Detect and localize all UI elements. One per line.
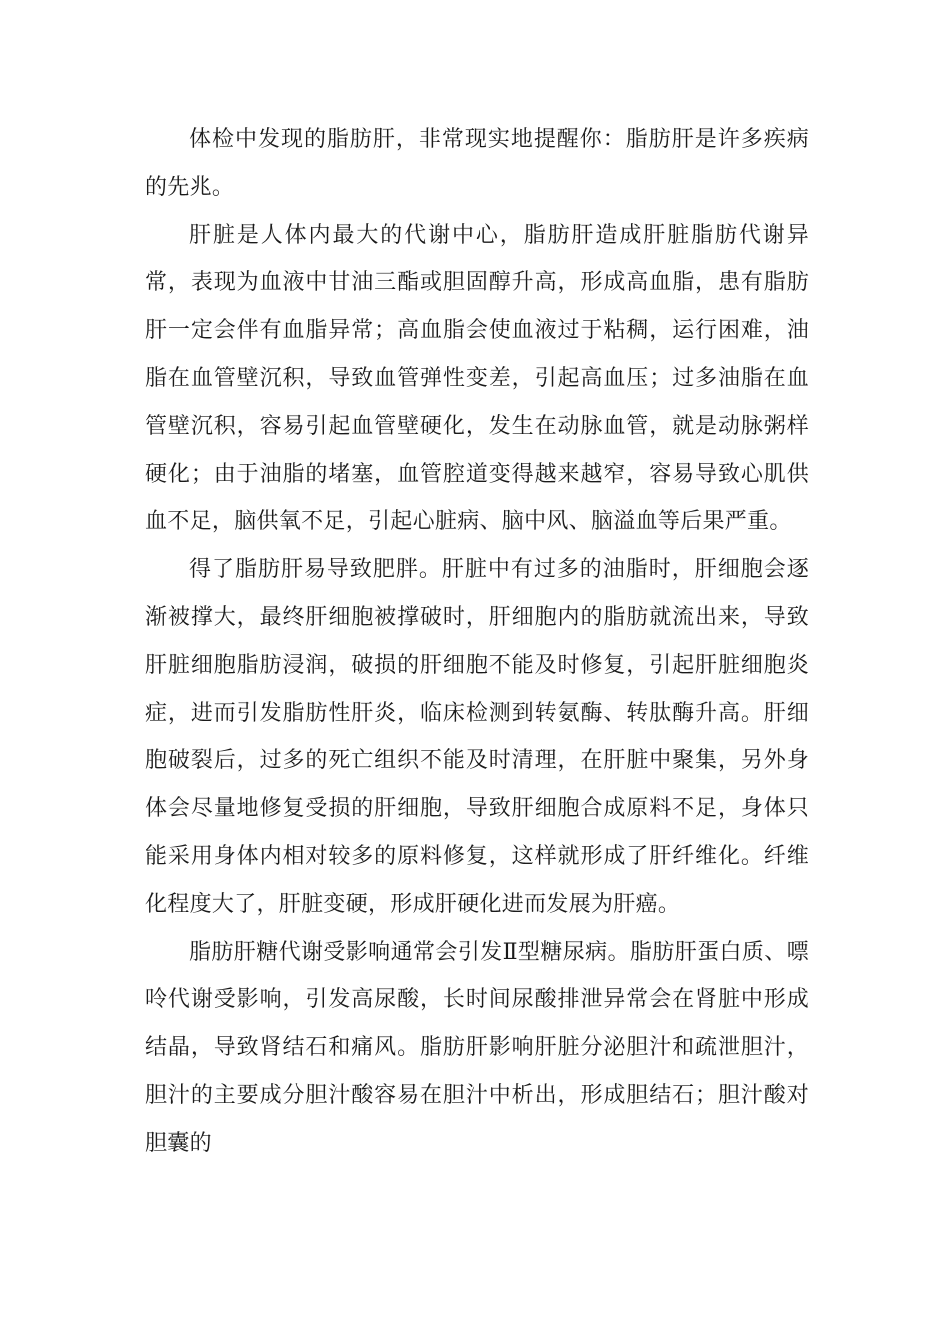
paragraph-2: 肝脏是人体内最大的代谢中心，脂肪肝造成肝脏脂肪代谢异常，表现为血液中甘油三酯或胆固醇升高，形成高血脂，患有脂肪肝一定会伴有血脂异常；高血脂会使血液过于粘稠，运行困难，油脂在血管壁沉积，导致血管弹性变差，引起高血压；过多油脂在血管壁沉积，容易引起血管壁硬化，发生在动脉血管，就是动脉粥样硬化；由于油脂的堵塞，血管腔道变得越来越窄，容易导致心肌供血不足，脑供氧不足，引起心脏病、脑中风、脑溢血等后果严重。 [145, 222, 809, 535]
paragraph-1: 体检中发现的脂肪肝，非常现实地提醒你：脂肪肝是许多疾病的先兆。 [145, 127, 809, 200]
paragraph-4: 脂肪肝糖代谢受影响通常会引发Ⅱ型糖尿病。脂肪肝蛋白质、嘌呤代谢受影响，引发高尿酸，长时间尿酸排泄异常会在肾脏中形成结晶，导致肾结石和痛风。脂肪肝影响肝脏分泌胆汁和疏泄胆汁，胆汁的主要成分胆汁酸容易在胆汁中析出，形成胆结石；胆汁酸对胆囊的 [145, 939, 809, 1156]
paragraph-3: 得了脂肪肝易导致肥胖。肝脏中有过多的油脂时，肝细胞会逐渐被撑大，最终肝细胞被撑破时，肝细胞内的脂肪就流出来，导致肝脏细胞脂肪浸润，破损的肝细胞不能及时修复，引起肝脏细胞炎症，进而引发脂肪性肝炎，临床检测到转氨酶、转肽酶升高。肝细胞破裂后，过多的死亡组织不能及时清理，在肝脏中聚集，另外身体会尽量地修复受损的肝细胞，导致肝细胞合成原料不足，身体只能采用身体内相对较多的原料修复，这样就形成了肝纤维化。纤维化程度大了，肝脏变硬，形成肝硬化进而发展为肝癌。 [145, 557, 809, 917]
document-body [145, 116, 809, 1168]
